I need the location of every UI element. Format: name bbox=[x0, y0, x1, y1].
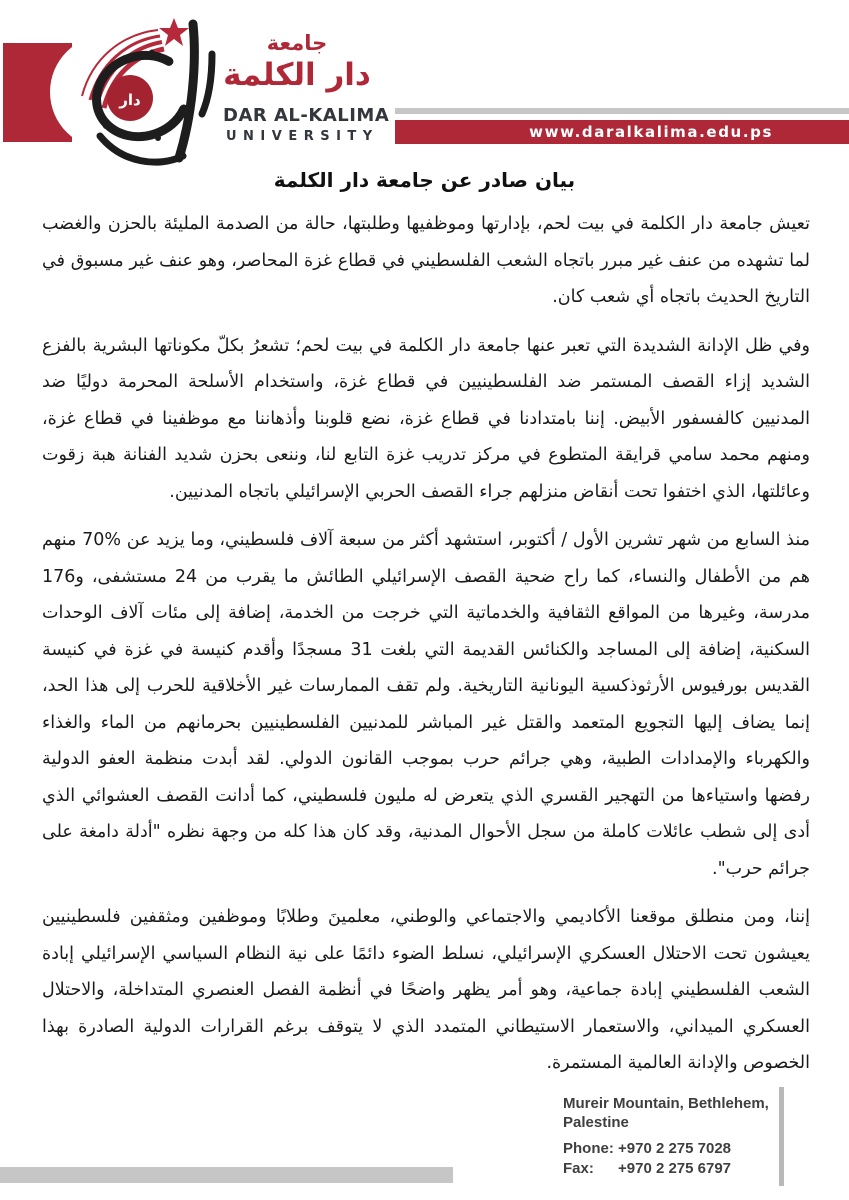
address-line-1: Mureir Mountain, Bethlehem, bbox=[563, 1095, 769, 1112]
statement-body bbox=[42, 206, 810, 1094]
contact-block bbox=[563, 1094, 775, 1179]
wordmark-arabic-large: دار الكلمة bbox=[223, 57, 371, 93]
paragraph-4: إننا، ومن منطلق موقعنا الأكاديمي والاجتماعي والوطني، معلمينَ وطلابًا وموظفين ومثقفين فلسطينيين يعيشون تحت الاحتلال العسكري الإسرائيلي، نسلط الضوء دائمًا على نية النظام السياسي الإسرائيلي إبادة الشعب الفلسطيني إبادة جماعية، وهو أمر يظهر واضحًا في أنظمة الفصل العنصري المتداخلة، والاحتلال العسكري الميداني، والاستعمار الاستيطاني المتمدد الذي لا يتوقف برغم القرارات الدولية الصادرة بهذا الخصوص والإدانة العالمية المستمرة. bbox=[42, 907, 810, 1073]
header-gray-bar bbox=[395, 108, 849, 114]
phone-row bbox=[563, 1139, 775, 1159]
fax-label: Fax: bbox=[563, 1160, 594, 1177]
website-url: www.daralkalima.edu.ps bbox=[529, 123, 773, 141]
emblem-word: دار bbox=[119, 91, 141, 109]
star-icon bbox=[159, 18, 189, 46]
address-line-2: Palestine bbox=[563, 1114, 629, 1131]
footer-gray-bar bbox=[0, 1167, 453, 1183]
wordmark-latin-name: DAR AL-KALIMA bbox=[223, 105, 390, 126]
phone-label: Phone: bbox=[563, 1140, 614, 1157]
footer-vertical-bar bbox=[779, 1087, 784, 1186]
paragraph-3: منذ السابع من شهر تشرين الأول / أكتوبر، استشهد أكثر من سبعة آلاف فلسطيني، وما يزيد عن %70 منهم هم من الأطفال والنساء، كما راح ضحية القصف الإسرائيلي الطائش ما يقرب من 24 مستشفى، و176 مدرسة، وغيرها من المواقع الثقافية والخدماتية التي خرجت من الخدمة، إضافة إلى مئات آلاف الوحدات السكنية، إضافة إلى المساجد والكنائس القديمة التي بلغت 31 مسجدًا وأقدم كنيسة في غزة في كنيسة القديس بورفيوس الأرثوذكسية اليونانية التاريخية. ولم تقف الممارسات غير الأخلاقية للحرب إلى هذا الحد، إنما يضاف إليها التجويع المتعمد والقتل غير المباشر للمدنيين الفلسطينيين بحرمانهم من الماء والغذاء والكهرباء والإمدادات الطبية، وهي جرائم حرب بموجب القانون الدولي. لقد أبدت منظمة العفو الدولية رفضها واستياءها من التهجير القسري الذي يتعرض له مليون فلسطيني، كما أدانت القصف العشوائي الذي أدى إلى شطب عائلات كاملة من سجل الأحوال المدنية، وقد كان هذا كله من وجهة نظره "أدلة دامغة على جرائم حرب". bbox=[42, 530, 811, 879]
university-wordmark bbox=[223, 30, 390, 144]
fax-row bbox=[563, 1159, 775, 1179]
fax-number: +970 2 275 6797 bbox=[618, 1160, 732, 1177]
paragraph-2: وفي ظل الإدانة الشديدة التي تعبر عنها جامعة دار الكلمة في بيت لحم؛ تشعرُ بكلّ مكوناتها البشرية بالفزع الشديد إزاء القصف المستمر ضد الفلسطينيين في قطاع غزة، واستخدام الأسلحة المحرمة دوليًا ضد المدنيين كالفسفور الأبيض. إننا بامتدادنا في قطاع غزة، نضع قلوبنا وأذهاننا مع موظفينا في قطاع غزة، ومنهم محمد سامي قرايقة المتطوع في مركز تدريب غزة التابع لنا، وننعى بحزن شديد الفنانة هبة زقوت وعائلتها، الذي اختفوا تحت أنقاض منزلهم جراء القصف الحربي الإسرائيلي باتجاه المدنيين. bbox=[42, 335, 810, 502]
university-calligraphy-logo-icon bbox=[62, 16, 242, 176]
statement-title: بيان صادر عن جامعة دار الكلمة bbox=[273, 168, 576, 192]
wordmark-latin-sub: UNIVERSITY bbox=[226, 129, 379, 144]
website-url-bar bbox=[395, 120, 849, 144]
wordmark-arabic-small: جامعة bbox=[266, 31, 328, 55]
phone-number: +970 2 275 7028 bbox=[618, 1140, 732, 1157]
contact-rows bbox=[563, 1139, 775, 1179]
paragraph-1: تعيش جامعة دار الكلمة في بيت لحم، بإدارتها وموظفيها وطلبتها، حالة من الصدمة المليئة بالحزن والغضب لما تشهده من عنف غير مبرر باتجاه الشعب الفلسطيني في قطاع غزة المحاصر، وهو عنف غير مسبوق في التاريخ الحديث باتجاه أي شعب كان. bbox=[42, 214, 810, 307]
